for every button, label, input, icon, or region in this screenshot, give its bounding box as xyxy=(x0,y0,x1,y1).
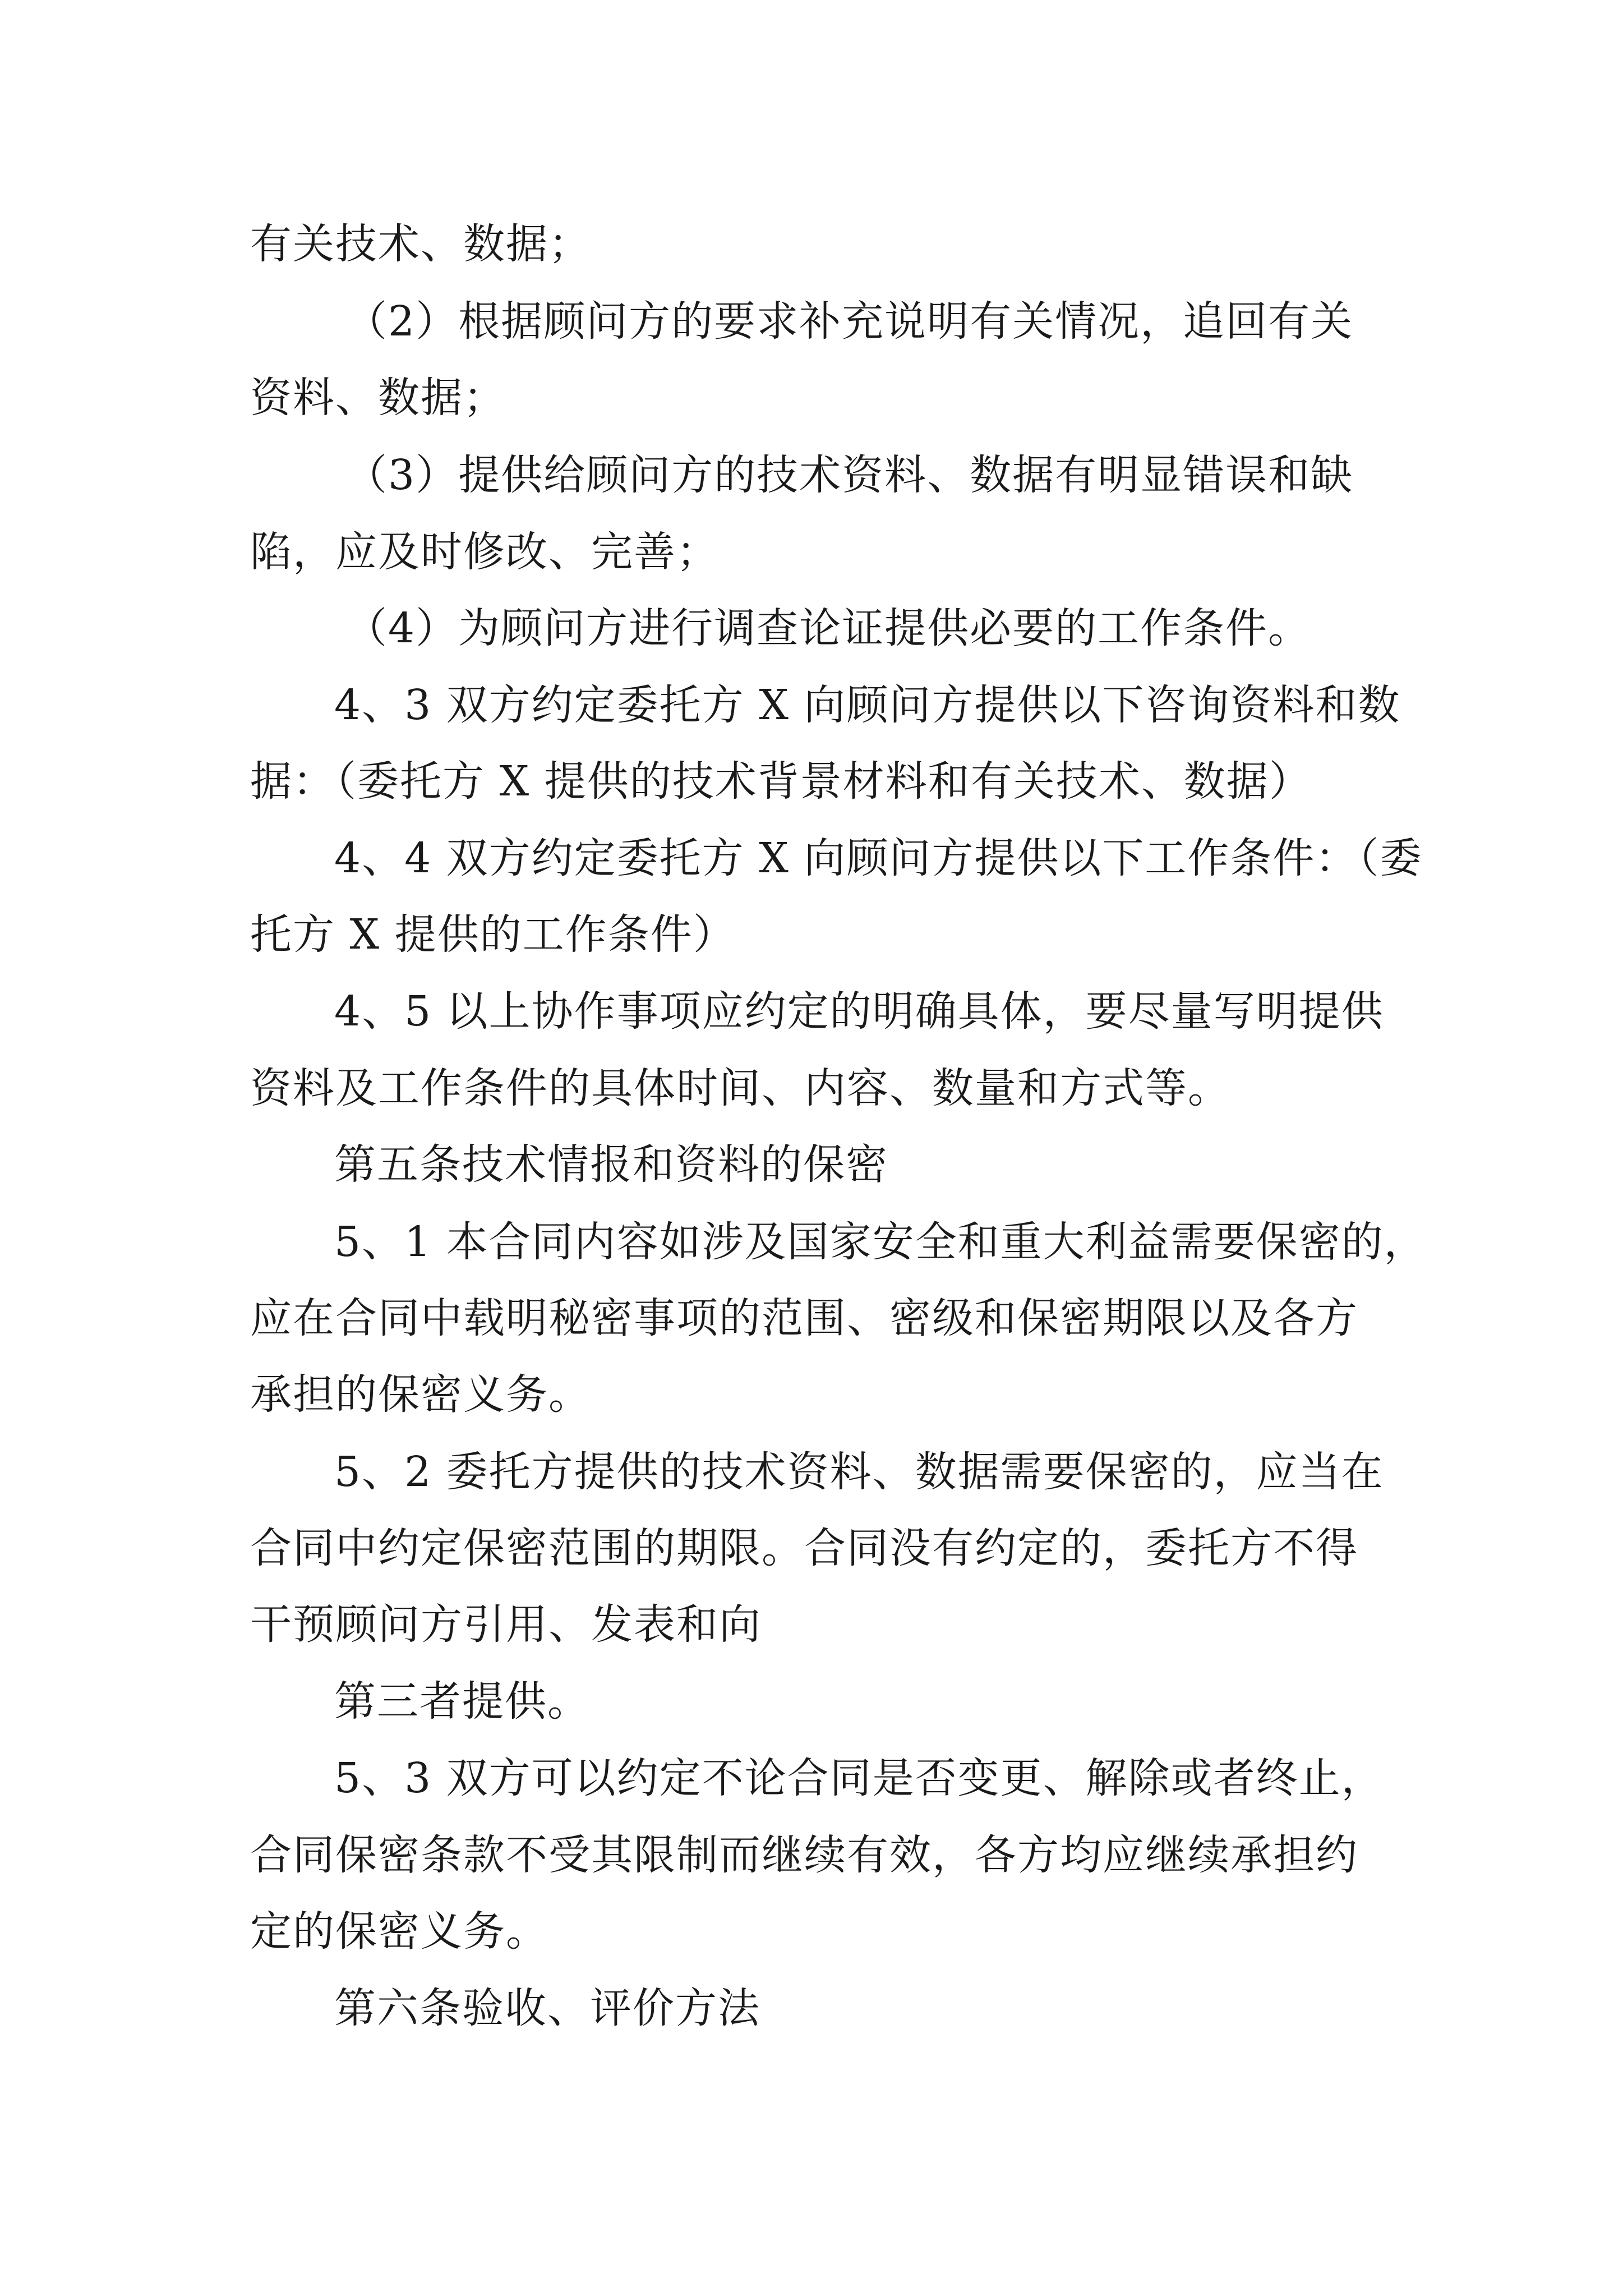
text-line: 合同中约定保密范围的期限。合同没有约定的，委托方不得 xyxy=(250,1524,1358,1572)
text-line: （2）根据顾问方的要求补充说明有关情况，追回有关 xyxy=(345,297,1354,346)
text-line: 5、2 委托方提供的技术资料、数据需要保密的，应当在 xyxy=(334,1448,1384,1496)
text-line: 4、3 双方约定委托方 X 向顾问方提供以下咨询资料和数 xyxy=(334,681,1401,729)
section-heading: 第五条技术情报和资料的保密 xyxy=(334,1140,888,1189)
text-line: （3）提供给顾问方的技术资料、数据有明显错误和缺 xyxy=(345,451,1354,499)
text-line: 4、5 以上协作事项应约定的明确具体，要尽量写明提供 xyxy=(334,987,1384,1036)
text-line: 应在合同中载明秘密事项的范围、密级和保密期限以及各方 xyxy=(250,1294,1358,1342)
text-line: 第三者提供。 xyxy=(334,1677,590,1726)
text-line: 4、4 双方约定委托方 X 向顾问方提供以下工作条件：（委 xyxy=(334,834,1423,882)
text-line: 据：（委托方 X 提供的技术背景材料和有关技术、数据） xyxy=(250,757,1312,806)
text-line: 托方 X 提供的工作条件） xyxy=(250,910,736,959)
text-line: 资料、数据； xyxy=(250,374,506,422)
text-line: 干预顾问方引用、发表和向 xyxy=(250,1600,762,1649)
text-line: 有关技术、数据； xyxy=(250,220,591,268)
text-line: （4）为顾问方进行调查论证提供必要的工作条件。 xyxy=(345,604,1311,652)
text-line: 合同保密条款不受其限制而继续有效，各方均应继续承担约 xyxy=(250,1831,1358,1879)
text-line: 5、3 双方可以约定不论合同是否变更、解除或者终止， xyxy=(334,1754,1384,1802)
text-line: 承担的保密义务。 xyxy=(250,1370,591,1419)
text-line: 5、1 本合同内容如涉及国家安全和重大利益需要保密的， xyxy=(334,1218,1427,1266)
text-line: 定的保密义务。 xyxy=(250,1907,548,1955)
text-line: 陷，应及时修改、完善； xyxy=(250,528,719,576)
section-heading: 第六条验收、评价方法 xyxy=(334,1984,760,2032)
text-line: 资料及工作条件的具体时间、内容、数量和方式等。 xyxy=(250,1064,1230,1112)
